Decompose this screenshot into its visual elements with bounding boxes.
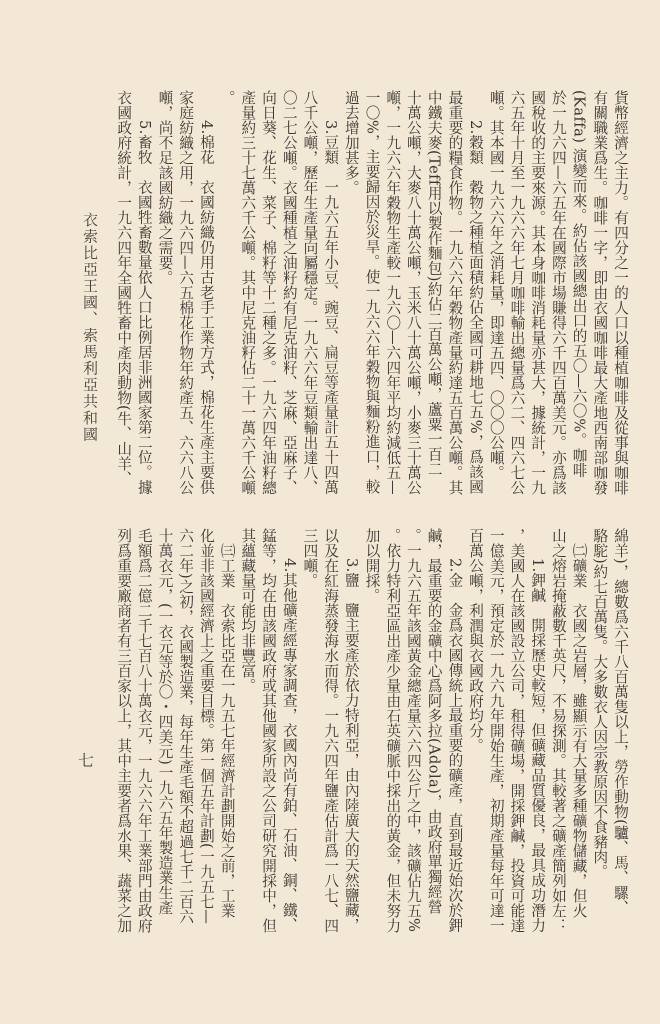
text-column: (Kaffa) 演變而來。約佔該國總出口的五〇—六〇%。咖啡 <box>570 90 588 478</box>
text-column: 有關職業爲生。咖啡一字，即由衣國咖啡最大產地西南部咖發 <box>591 90 609 495</box>
upper-text-block <box>112 90 630 520</box>
text-column: 4.其他礦產經專家調查，衣國內尚有鉑、石油、銅、鐵、 <box>280 528 298 933</box>
text-column: 2.穀類 穀物之種植面積約佔全國可耕地七五%，爲該國 <box>467 90 485 494</box>
text-column: 六五年十月至一九六六年七月咖啡輸出總量爲六二、四六七公 <box>508 90 526 495</box>
text-column: 中鐵夫麥(Teff用以製作麵包)約佔二百萬公噸，蘆粟一百二 <box>425 90 443 477</box>
text-column: 過去增加甚多。 <box>342 90 360 195</box>
text-column: 駱駝)約七百萬隻。大多數衣人因宗教原因不食豬肉。 <box>591 528 609 880</box>
text-column: 。 <box>218 90 236 105</box>
text-column: 1.鉀鹹 開採歷史較短，但礦藏品質優良，最具成功潛力 <box>529 528 547 933</box>
text-column: 十萬公噸，大麥八十萬公噸，玉米八十萬公噸，小麥三十萬公 <box>404 90 422 495</box>
lower-text-block <box>112 528 630 978</box>
text-column: 山之熔岩掩蔽數千英尺，不易探測。其較著之礦產簡列如左： <box>549 528 567 933</box>
text-column: 噸，尚不足該國紡織之需要。 <box>156 90 174 285</box>
text-column: 貨幣經濟之主力。有四分之一的人口以種植咖啡及從事與咖啡 <box>612 90 629 495</box>
text-column: 三四噸。 <box>301 528 319 588</box>
text-column: 化並非該國經濟上之重要目標。第一個五年計劃(一九五七— <box>197 528 215 925</box>
text-column: 4.棉花 衣國紡織仍用古老手工業方式，棉花生產主要供 <box>197 90 215 495</box>
text-column: 衣國政府統計，一九六四年全國牲畜中產肉動物(牛、山羊、 <box>115 90 133 487</box>
text-column: 5.畜牧 衣國牲畜數量依人口比例居非洲國家第二位。據 <box>135 90 153 495</box>
text-column: 最重要的糧食作物。一九六六年穀物產量約達五百萬公噸。其 <box>446 90 464 495</box>
text-column: 列爲重要廠商者有三百家以上，其中主要者爲水果、蔬菜之加 <box>115 528 133 933</box>
text-column: 。依力特利亞區出產少量由石英礦脈中採出的黃金，但未努力 <box>384 528 402 933</box>
text-column: 於一九六四—六五年在國際市場賺得六千四百萬美元。亦爲該 <box>549 90 567 495</box>
text-column: 噸。其本國一九六六年之消耗量，即達五四、〇〇〇公噸。 <box>487 90 505 480</box>
page-number: 七 <box>78 751 95 770</box>
text-column: 毛額爲二億二千七百八十萬衣元，一九六六年工業部門由政府 <box>135 528 153 933</box>
text-column: 加以開採。 <box>363 528 381 603</box>
text-column: 向日葵、花生、菜子、棉籽等十二種之多。一九六四年油籽總 <box>260 90 278 495</box>
text-column: 一〇%，主要歸因於災旱。使一九六六年穀物與麵粉進口，較 <box>363 90 381 495</box>
text-column: 產量約三十七萬六千公噸。其中尼克油籽佔二十一萬六千公噸 <box>239 90 257 495</box>
text-column: 綿羊)，總數爲六千八百萬隻以上，勞作動物(驢、馬、騾、 <box>612 528 629 916</box>
text-column: 其蘊藏量可能均非豐富。 <box>239 528 257 693</box>
text-column: 國稅收的主要來源。其本身咖啡消耗量亦甚大，據統計，一九 <box>529 90 547 495</box>
text-column: 以及在紅海蒸發海水而得。一九六四年鹽產估計爲一八七、四 <box>322 528 340 933</box>
text-column: 。一九六五年該國黃金總產量六六四公斤之中，該礦佔九五% <box>404 528 422 933</box>
text-column: 十萬衣元，(一衣元等於〇・四美元)一九六五年製造業生產 <box>156 528 174 916</box>
text-column: 2.金 金爲衣國傳統上最重要的礦產，直到最近始次於鉀 <box>446 528 464 933</box>
text-column: 家庭紡織之用，一九六四—六五棉花作物年約產五、六六八公 <box>177 90 195 495</box>
text-column: 八千公噸，歷年生產量向屬穩定。一九六六年豆類輸出達八、 <box>301 90 319 495</box>
text-column: 一億美元，預定於一九六九年開始生產，初期產量每年可達一 <box>487 528 505 933</box>
text-column: 百萬公噸，利潤與衣國政府均分。 <box>467 528 485 753</box>
text-column: 六二年)之初，衣國製造業，每年生產毛額不超過七千二百六 <box>177 528 195 925</box>
text-column: 錳等，均在由該國政府或其他國家所設之公司研究開採中，但 <box>260 528 278 933</box>
text-column: 3.鹽 鹽主要產於依力特利亞，由內陸廣大的天然鹽藏， <box>342 528 360 933</box>
text-column: 〇二七公噸。衣國種植之油籽約有尼克油籽、芝麻、亞麻子、 <box>280 90 298 495</box>
text-column: ㈡礦業 衣國之岩層，雖顯示有大量多種礦物儲藏，但火 <box>570 528 588 918</box>
text-column: ，美國人在該國設立公司，租得礦場，開採鉀鹹，投資可能達 <box>508 528 526 933</box>
text-column: 鹹，最重要的金礦中心爲阿多拉(Adola)，由政府單獨經營 <box>425 528 443 915</box>
running-header: 衣索比亞王國、索馬利亞共和國 <box>81 212 99 443</box>
text-column: 噸，一九六六年穀物生產較一九六〇—六四年平均約減低五— <box>384 90 402 495</box>
text-column: 3.豆類 一九六五年小豆、豌豆、扁豆等產量計五十四萬 <box>322 90 340 495</box>
text-column: ㈢工業 衣索比亞在一九五七年經濟計劃開始之前，工業 <box>218 528 236 918</box>
